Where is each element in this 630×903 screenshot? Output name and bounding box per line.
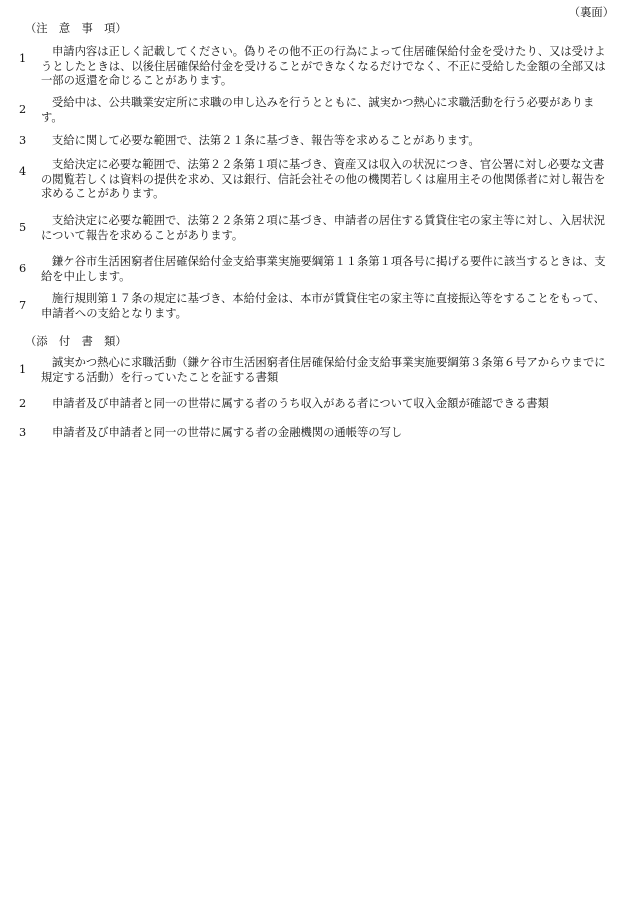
note-number: 7 xyxy=(19,299,27,312)
note-text: 申請内容は正しく記載してください。偽りその他不正の行為によって住居確保給付金を受けたり、又は受けようとしたときは、以後住居確保給付金を受けることができなくなるだけでなく、不正に受給した金額の全部又は一部の返還を命じることがあります。 xyxy=(41,45,606,87)
note-text: 受給中は、公共職業安定所に求職の申し込みを行うとともに、誠実かつ熱心に求職活動を行う必要があります。 xyxy=(41,96,595,124)
note-number: 6 xyxy=(19,262,27,275)
notes-heading: （注 意 事 項） xyxy=(25,22,127,35)
attachment-number: 3 xyxy=(19,426,27,439)
attachment-text: 申請者及び申請者と同一の世帯に属する者の金融機関の通帳等の写し xyxy=(52,426,403,439)
attachment-number: 1 xyxy=(19,363,27,376)
note-text: 施行規則第１７条の規定に基づき、本給付金は、本市が賃貸住宅の家主等に直接振込等をすることをもって、申請者への支給となります。 xyxy=(41,292,605,320)
note-text: 支給に関して必要な範囲で、法第２１条に基づき、報告等を求めることがあります。 xyxy=(52,134,480,147)
note-number: 4 xyxy=(19,165,27,178)
note-text: 鎌ケ谷市生活困窮者住居確保給付金支給事業実施要綱第１１条第１項各号に掲げる要件に該当するときは、支給を中止します。 xyxy=(41,255,606,283)
note-number: 2 xyxy=(19,103,27,116)
note-text: 支給決定に必要な範囲で、法第２２条第１項に基づき、資産又は収入の状況につき、官公署に対し必要な文書の閲覧若しくは資料の提供を求め、又は銀行、信託会社その他の機関若しくは雇用主その他関係者に対し報告を求めることがあります。 xyxy=(41,158,606,200)
attachment-text: 申請者及び申請者と同一の世帯に属する者のうち収入がある者について収入金額が確認できる書類 xyxy=(52,397,549,410)
page-side-label: （裏面） xyxy=(568,6,614,19)
attachment-number: 2 xyxy=(19,397,27,410)
note-text: 支給決定に必要な範囲で、法第２２条第２項に基づき、申請者の居住する賃貸住宅の家主等に対し、入居状況について報告を求めることがあります。 xyxy=(41,214,605,242)
attachments-heading: （添 付 書 類） xyxy=(25,335,127,348)
note-number: 5 xyxy=(19,221,27,234)
note-number: 3 xyxy=(19,134,27,147)
attachment-text: 誠実かつ熱心に求職活動（鎌ケ谷市生活困窮者住居確保給付金支給事業実施要綱第３条第６号アからウまでに規定する活動）を行っていたことを証する書類 xyxy=(41,356,606,384)
note-number: 1 xyxy=(19,52,27,65)
